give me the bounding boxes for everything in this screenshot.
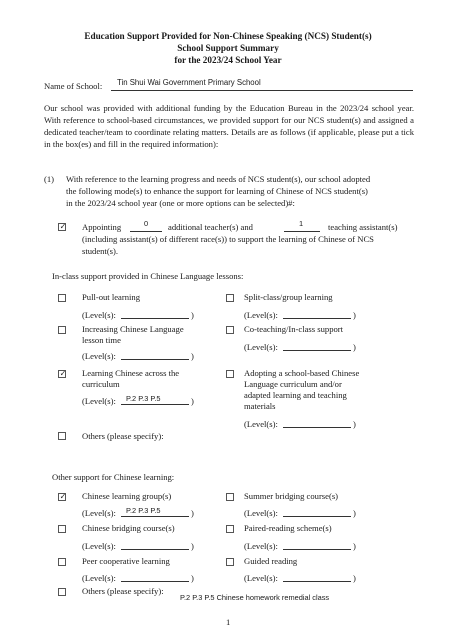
appointing-line2: (including assistant(s) of different race(s)) to support the learning of Chinese of NCS — [82, 234, 374, 244]
teachers-count-value[interactable]: 0 — [144, 219, 149, 228]
summer-levels-underline[interactable] — [283, 516, 351, 517]
appointing-checkbox[interactable]: ✓ — [59, 222, 67, 231]
level-label: (Level(s): — [82, 573, 116, 583]
level-label: (Level(s): — [244, 508, 278, 518]
increasing-levels-underline[interactable] — [121, 359, 189, 360]
level-label: (Level(s): — [82, 396, 116, 406]
level-close: ) — [191, 541, 194, 551]
page-number: 1 — [226, 617, 231, 627]
increasing-label-line2: lesson time — [82, 335, 121, 345]
level-label: (Level(s): — [82, 310, 116, 320]
adopting-label-line2: Language curriculum and/or — [244, 379, 342, 389]
adopting-label-line4: materials — [244, 401, 276, 411]
other-others-label: Others (please specify): — [82, 586, 164, 596]
across-checkbox[interactable]: ✓ — [59, 369, 67, 378]
bridging-checkbox[interactable] — [58, 525, 66, 533]
assistants-count-value[interactable]: 1 — [299, 219, 304, 228]
level-label: (Level(s): — [82, 351, 116, 361]
peer-checkbox[interactable] — [58, 558, 66, 566]
level-label: (Level(s): — [82, 508, 116, 518]
group-label: Chinese learning group(s) — [82, 491, 172, 501]
appointing-suffix: teaching assistant(s) — [328, 222, 398, 232]
section-text-line3: in the 2023/24 school year (one or more options can be selected)#: — [66, 198, 295, 208]
across-label-line1: Learning Chinese across the — [82, 368, 180, 378]
form-title: Education Support Provided for Non-Chinese Speaking (NCS) Student(s) — [84, 31, 372, 41]
level-close: ) — [353, 419, 356, 429]
split-label: Split-class/group learning — [244, 292, 333, 302]
guided-label: Guided reading — [244, 556, 298, 566]
across-levels-value[interactable]: P.2 P.3 P.5 — [126, 394, 161, 403]
school-name-label: Name of School: — [44, 81, 103, 91]
section-text-line2: the following mode(s) to enhance the support for learning of Chinese of NCS student(s) — [66, 186, 368, 196]
split-checkbox[interactable] — [226, 294, 234, 302]
level-close: ) — [191, 508, 194, 518]
summer-checkbox[interactable] — [226, 493, 234, 501]
level-close: ) — [191, 351, 194, 361]
pullout-levels-underline[interactable] — [121, 318, 189, 319]
level-close: ) — [353, 310, 356, 320]
level-close: ) — [353, 508, 356, 518]
increasing-label-line1: Increasing Chinese Language — [82, 324, 184, 334]
appointing-prefix: Appointing — [82, 222, 122, 232]
section-number: (1) — [44, 174, 55, 184]
school-name-underline — [111, 90, 413, 91]
inclass-others-label: Others (please specify): — [82, 431, 164, 441]
level-label: (Level(s): — [244, 419, 278, 429]
pullout-label: Pull-out learning — [82, 292, 140, 302]
paired-checkbox[interactable] — [226, 525, 234, 533]
adopting-checkbox[interactable] — [226, 370, 234, 378]
other-others-checkbox[interactable] — [58, 588, 66, 596]
school-name-value[interactable]: Tin Shui Wai Government Primary School — [117, 78, 261, 87]
level-label: (Level(s): — [244, 342, 278, 352]
level-label: (Level(s): — [244, 541, 278, 551]
level-label: (Level(s): — [244, 573, 278, 583]
group-levels-underline — [121, 516, 189, 517]
assistants-underline — [284, 231, 320, 232]
adopting-label-line1: Adopting a school-based Chinese — [244, 368, 360, 378]
level-close: ) — [191, 310, 194, 320]
coteach-checkbox[interactable] — [226, 326, 234, 334]
summer-label: Summer bridging course(s) — [244, 491, 339, 501]
bridging-levels-underline[interactable] — [121, 549, 189, 550]
appointing-middle: additional teacher(s) and — [168, 222, 253, 232]
inclass-others-checkbox[interactable] — [58, 432, 66, 440]
adopting-label-line3: adapted learning and teaching — [244, 390, 347, 400]
level-close: ) — [353, 342, 356, 352]
guided-levels-underline[interactable] — [283, 581, 351, 582]
level-close: ) — [353, 573, 356, 583]
across-label-line2: curriculum — [82, 379, 120, 389]
paired-label: Paired-reading scheme(s) — [244, 523, 332, 533]
other-others-value[interactable]: P.2 P.3 P.5 Chinese homework remedial class — [180, 593, 330, 602]
group-checkbox[interactable]: ✓ — [59, 492, 67, 501]
coteach-levels-underline[interactable] — [283, 350, 351, 351]
inclass-heading: In-class support provided in Chinese Language lessons: — [52, 271, 244, 281]
pullout-checkbox[interactable] — [58, 294, 66, 302]
level-close: ) — [191, 396, 194, 406]
paired-levels-underline[interactable] — [283, 549, 351, 550]
peer-levels-underline[interactable] — [121, 581, 189, 582]
other-support-heading: Other support for Chinese learning: — [52, 472, 175, 482]
level-close: ) — [353, 541, 356, 551]
form-school-year: for the 2023/24 School Year — [174, 55, 282, 65]
peer-label: Peer cooperative learning — [82, 556, 170, 566]
level-close: ) — [191, 573, 194, 583]
increasing-checkbox[interactable] — [58, 326, 66, 334]
section-text-line1: With reference to the learning progress and needs of NCS student(s), our school adopted — [66, 174, 371, 184]
form-subtitle: School Support Summary — [177, 43, 279, 53]
teachers-underline — [130, 231, 162, 232]
guided-checkbox[interactable] — [226, 558, 234, 566]
level-label: (Level(s): — [244, 310, 278, 320]
group-levels-value[interactable]: P.2 P.3 P.5 — [126, 506, 161, 515]
split-levels-underline[interactable] — [283, 318, 351, 319]
adopting-levels-underline[interactable] — [283, 427, 351, 428]
bridging-label: Chinese bridging course(s) — [82, 523, 175, 533]
coteach-label: Co-teaching/In-class support — [244, 324, 344, 334]
intro-paragraph: Our school was provided with additional funding by the Education Bureau in the 2023/24 school year. With reference to school-based circumstances, we provided support for our NCS student(s) and assigned a dedicated teacher/team to coordinate relating matters. Details are as follows (if applicable, please put a tick in the box(es) and fill in the required information): — [44, 103, 414, 149]
level-label: (Level(s): — [82, 541, 116, 551]
appointing-line3: student(s). — [82, 246, 119, 256]
across-levels-underline — [121, 404, 189, 405]
